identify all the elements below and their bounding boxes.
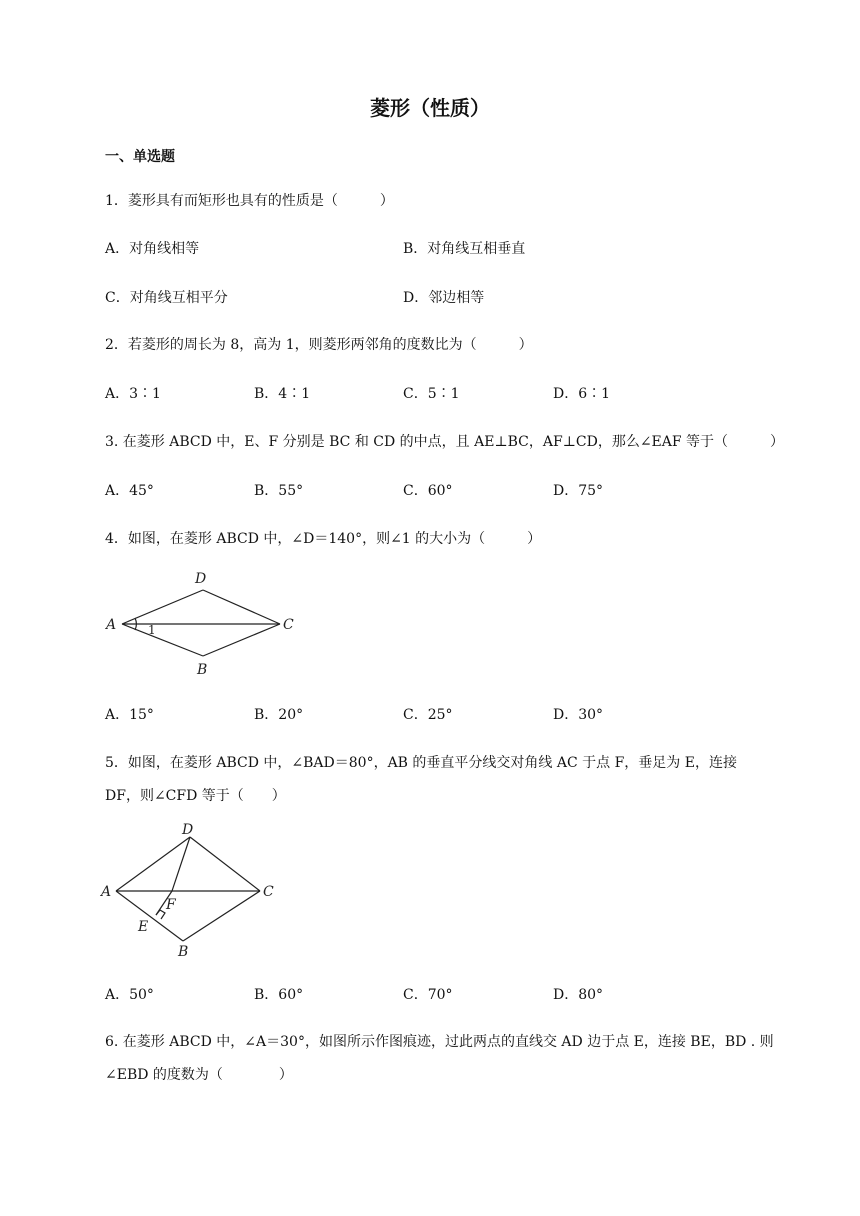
q3-option-a: A．45° [105, 483, 154, 499]
fig5-label-c: C [263, 884, 274, 900]
q5-option-c: C．70° [403, 987, 453, 1003]
fig5-label-b: B [178, 944, 189, 960]
q4-option-d: D．30° [553, 707, 604, 723]
question-5-figure [98, 820, 298, 965]
q1-option-c: C．对角线互相平分 [105, 290, 228, 306]
q1-option-a: A．对角线相等 [105, 241, 200, 257]
section-heading: 一、单选题 [105, 149, 175, 165]
q3-option-b: B．55° [254, 483, 304, 499]
q3-option-c: C．60° [403, 483, 453, 499]
fig5-label-d: D [182, 822, 194, 838]
fig5-label-e: E [138, 919, 149, 935]
q4-option-a: A．15° [105, 707, 154, 723]
fig4-label-d: D [195, 571, 207, 587]
question-5-stem-line1: 5．如图，在菱形 ABCD 中，∠BAD＝80°，AB 的垂直平分线交对角线 AC 于点 F，垂足为 E，连接 [105, 755, 737, 771]
question-4-stem: 4．如图，在菱形 ABCD 中，∠D＝140°，则∠1 的大小为（ ） [105, 531, 542, 547]
fig4-label-angle-1: 1 [148, 623, 156, 637]
question-2-stem: 2．若菱形的周长为 8，高为 1，则菱形两邻角的度数比为（ ） [105, 337, 533, 353]
fig4-label-a: A [106, 617, 117, 633]
question-1-stem: 1．菱形具有而矩形也具有的性质是（ ） [105, 193, 394, 209]
q4-option-b: B．20° [254, 707, 304, 723]
question-6-stem-line2: ∠EBD 的度数为（ ） [105, 1067, 293, 1083]
q1-option-d: D．邻边相等 [403, 290, 485, 306]
question-4-figure [100, 565, 320, 680]
question-6-stem-line1: 6. 在菱形 ABCD 中，∠A＝30°，如图所示作图痕迹，过此两点的直线交 AD 边于点 E，连接 BE，BD . 则 [105, 1034, 774, 1050]
q2-option-c: C．5∶1 [403, 386, 460, 402]
fig5-label-f: F [166, 897, 176, 913]
fig4-label-b: B [197, 662, 208, 678]
q2-option-b: B．4∶1 [254, 386, 311, 402]
fig5-label-a: A [101, 884, 112, 900]
q5-option-b: B．60° [254, 987, 304, 1003]
page-title: 菱形（性质） [370, 96, 490, 120]
question-5-stem-line2: DF，则∠CFD 等于（ ） [105, 788, 286, 804]
q5-option-a: A．50° [105, 987, 154, 1003]
q5-option-d: D．80° [553, 987, 604, 1003]
q3-option-d: D．75° [553, 483, 604, 499]
q2-option-a: A．3∶1 [105, 386, 161, 402]
q2-option-d: D．6∶1 [553, 386, 611, 402]
q1-option-b: B．对角线互相垂直 [403, 241, 526, 257]
fig4-label-c: C [283, 617, 294, 633]
question-3-stem: 3. 在菱形 ABCD 中，E、F 分别是 BC 和 CD 的中点，且 AE⊥BC，AF⊥CD，那么∠EAF 等于（ ） [105, 434, 785, 450]
q4-option-c: C．25° [403, 707, 453, 723]
